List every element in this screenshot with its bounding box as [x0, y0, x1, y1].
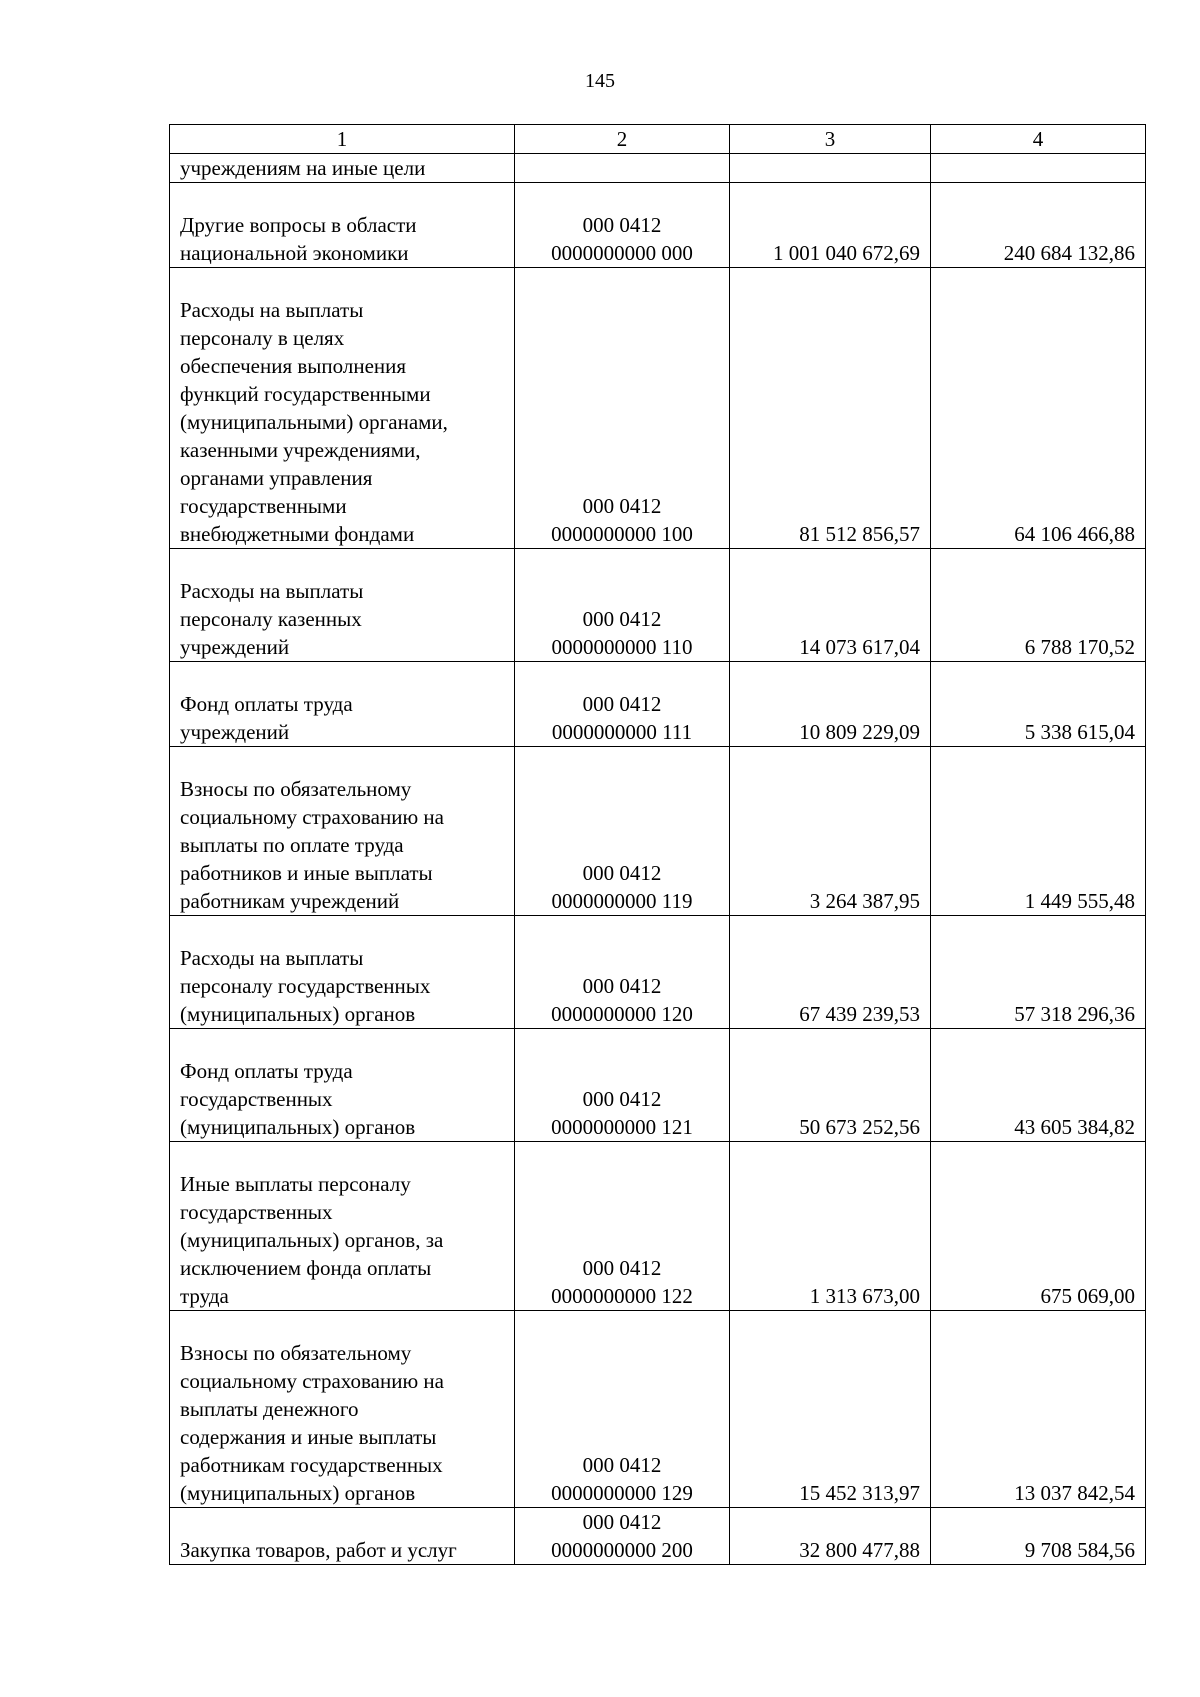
budget-code: 000 0412 0000000000 200 — [515, 1508, 730, 1565]
budget-code: 000 0412 0000000000 100 — [515, 268, 730, 549]
amount-col4: 43 605 384,82 — [931, 1029, 1146, 1142]
table-row — [170, 1508, 1146, 1565]
expense-name: Фонд оплаты труда государственных (муниципальных) органов — [170, 1029, 515, 1142]
table-row — [170, 268, 1146, 549]
amount-col3: 1 001 040 672,69 — [730, 183, 931, 268]
amount-col3: 81 512 856,57 — [730, 268, 931, 549]
expense-name: Расходы на выплаты персоналу государственных (муниципальных) органов — [170, 916, 515, 1029]
continuation-row — [170, 154, 1146, 183]
expense-name: Взносы по обязательному социальному страхованию на выплаты по оплате труда работников и иные выплаты работникам учреждений — [170, 747, 515, 916]
expense-name: Иные выплаты персоналу государственных (муниципальных) органов, за исключением фонда оплаты труда — [170, 1142, 515, 1311]
expense-name: Взносы по обязательному социальному страхованию на выплаты денежного содержания и иные выплаты работникам государственных (муниципальных) органов — [170, 1311, 515, 1508]
table-row — [170, 916, 1146, 1029]
amount-col4: 57 318 296,36 — [931, 916, 1146, 1029]
amount-col4: 64 106 466,88 — [931, 268, 1146, 549]
column-header-3: 3 — [730, 125, 931, 154]
amount-col4: 6 788 170,52 — [931, 549, 1146, 662]
budget-code: 000 0412 0000000000 122 — [515, 1142, 730, 1311]
empty-cell — [515, 154, 730, 183]
budget-code: 000 0412 0000000000 121 — [515, 1029, 730, 1142]
budget-table — [169, 124, 1146, 1565]
column-header-1: 1 — [170, 125, 515, 154]
expense-name: Фонд оплаты труда учреждений — [170, 662, 515, 747]
amount-col4: 13 037 842,54 — [931, 1311, 1146, 1508]
budget-code: 000 0412 0000000000 000 — [515, 183, 730, 268]
column-header-2: 2 — [515, 125, 730, 154]
table-row — [170, 747, 1146, 916]
amount-col4: 240 684 132,86 — [931, 183, 1146, 268]
amount-col3: 15 452 313,97 — [730, 1311, 931, 1508]
continuation-text: учреждениям на иные цели — [170, 154, 515, 183]
amount-col3: 3 264 387,95 — [730, 747, 931, 916]
table-row — [170, 549, 1146, 662]
expense-name: Другие вопросы в области национальной экономики — [170, 183, 515, 268]
empty-cell — [730, 154, 931, 183]
budget-code: 000 0412 0000000000 129 — [515, 1311, 730, 1508]
amount-col3: 32 800 477,88 — [730, 1508, 931, 1565]
expense-name: Закупка товаров, работ и услуг — [170, 1508, 515, 1565]
amount-col3: 1 313 673,00 — [730, 1142, 931, 1311]
budget-code: 000 0412 0000000000 119 — [515, 747, 730, 916]
amount-col3: 14 073 617,04 — [730, 549, 931, 662]
empty-cell — [931, 154, 1146, 183]
amount-col4: 9 708 584,56 — [931, 1508, 1146, 1565]
table-row — [170, 1142, 1146, 1311]
page-number: 145 — [585, 70, 615, 92]
expense-name: Расходы на выплаты персоналу казенных учреждений — [170, 549, 515, 662]
amount-col4: 675 069,00 — [931, 1142, 1146, 1311]
amount-col3: 67 439 239,53 — [730, 916, 931, 1029]
table-row — [170, 183, 1146, 268]
amount-col3: 50 673 252,56 — [730, 1029, 931, 1142]
column-header-4: 4 — [931, 125, 1146, 154]
table-row — [170, 662, 1146, 747]
amount-col4: 1 449 555,48 — [931, 747, 1146, 916]
table-row — [170, 1311, 1146, 1508]
expense-name: Расходы на выплаты персоналу в целях обеспечения выполнения функций государственными (муниципальными) органами, казенными учреждениями, органами управления государственными внебюджетными фондами — [170, 268, 515, 549]
table-header-row — [170, 125, 1146, 154]
amount-col4: 5 338 615,04 — [931, 662, 1146, 747]
budget-code: 000 0412 0000000000 120 — [515, 916, 730, 1029]
amount-col3: 10 809 229,09 — [730, 662, 931, 747]
budget-code: 000 0412 0000000000 111 — [515, 662, 730, 747]
budget-code: 000 0412 0000000000 110 — [515, 549, 730, 662]
table-row — [170, 1029, 1146, 1142]
